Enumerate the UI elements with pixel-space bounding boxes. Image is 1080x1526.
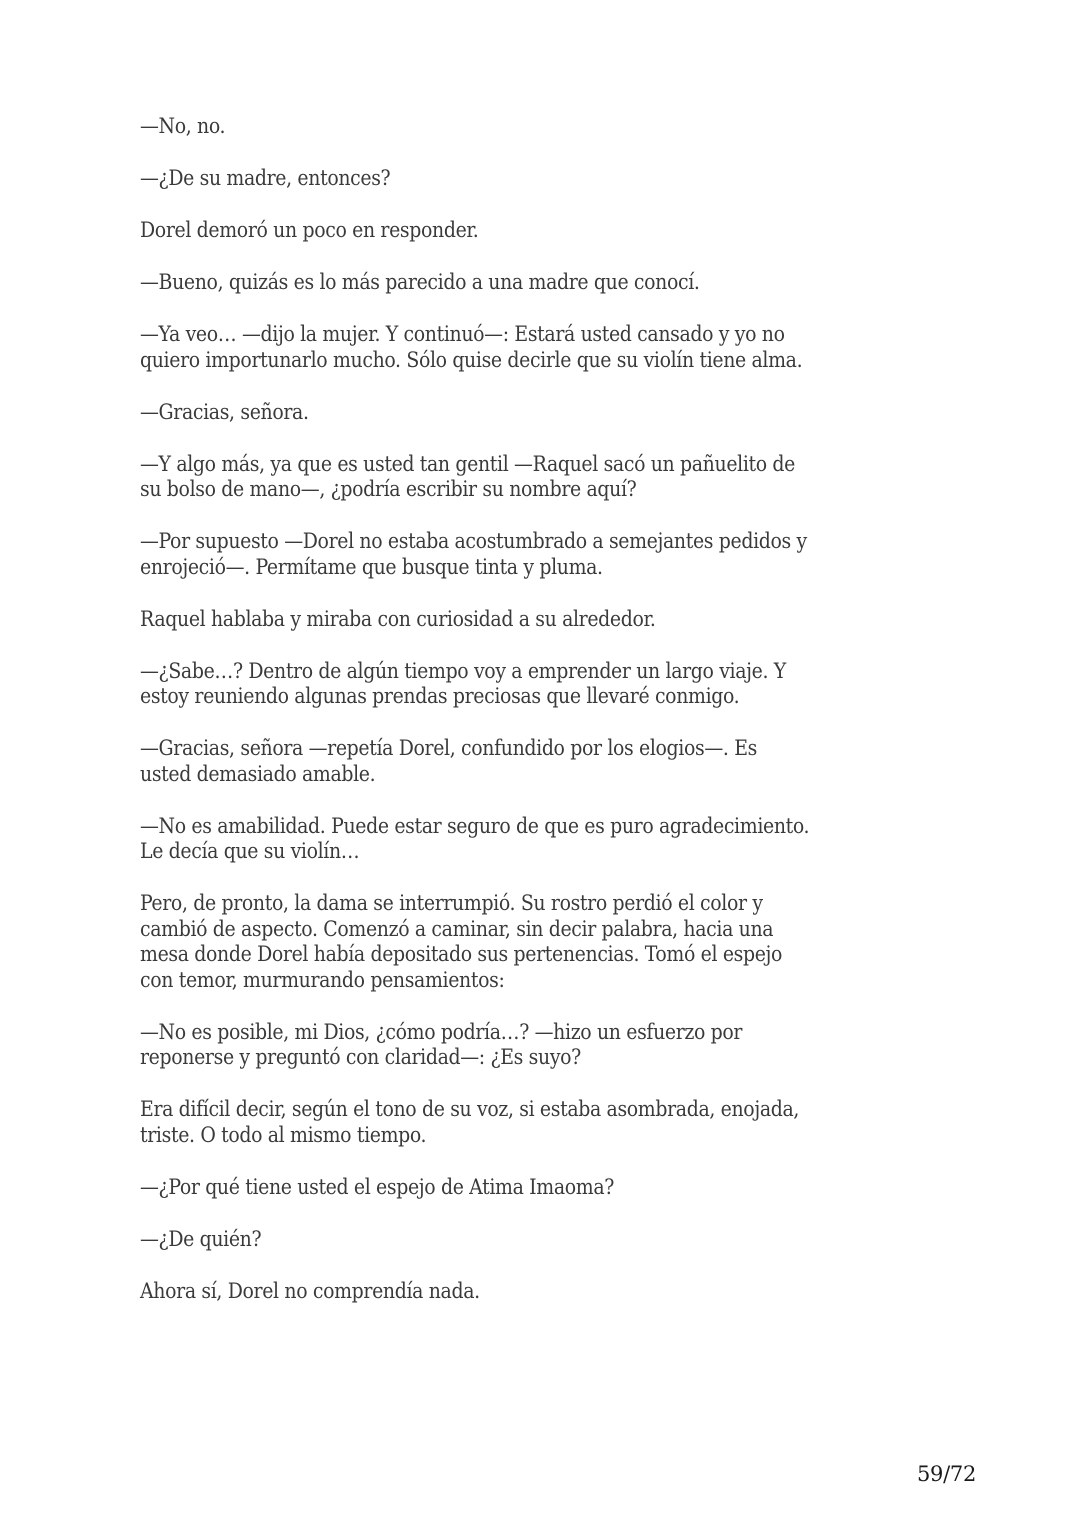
document-body [140,114,940,1331]
text-line: enrojeció—. Permítame que busque tinta y pluma. [140,554,603,579]
paragraph [140,1020,940,1071]
text-line: —¿De su madre, entonces? [140,166,391,190]
paragraph [140,607,940,633]
paragraph [140,891,940,993]
text-line: su bolso de mano—, ¿podría escribir su nombre aquí? [140,477,637,501]
paragraph [140,166,940,192]
text-line: —Gracias, señora —repetía Dorel, confundido por los elogios—. Es [140,736,757,760]
text-line: —No es amabilidad. Puede estar seguro de que es puro agradecimiento. [140,813,810,838]
text-line: cambió de aspecto. Comenzó a caminar, sin decir palabra, hacia una [140,916,774,941]
paragraph [140,814,940,865]
paragraph [140,218,940,244]
paragraph [140,1227,940,1253]
paragraph [140,452,940,503]
text-line: Raquel hablaba y miraba con curiosidad a su alrededor. [140,606,656,631]
paragraph [140,529,940,580]
paragraph [140,736,940,787]
paragraph [140,1279,940,1305]
paragraph [140,114,940,140]
text-line: —¿De quién? [140,1226,262,1251]
text-line: triste. O todo al mismo tiempo. [140,1122,427,1147]
paragraph [140,400,940,426]
text-line: Le decía que su violín… [140,839,360,863]
text-line: Ahora sí, Dorel no comprendía nada. [140,1278,480,1303]
paragraph [140,270,940,296]
paragraph [140,1097,940,1148]
text-line: —Por supuesto —Dorel no estaba acostumbrado a semejantes pedidos y [140,529,807,553]
text-line: —¿Por qué tiene usted el espejo de Atima Imaoma? [140,1174,615,1199]
text-line: —No es posible, mi Dios, ¿cómo podría…? —hizo un esfuerzo por [140,1019,743,1044]
paragraph [140,322,940,373]
text-line: estoy reuniendo algunas prendas preciosas que llevaré conmigo. [140,684,740,708]
text-line: —No, no. [140,114,226,138]
text-line: Dorel demoró un poco en responder. [140,218,479,242]
text-line: reponerse y preguntó con claridad—: ¿Es suyo? [140,1045,581,1069]
text-line: Pero, de pronto, la dama se interrumpió. Su rostro perdió el color y [140,891,763,915]
page-number: 59/72 [917,1462,977,1486]
text-line: —Bueno, quizás es lo más parecido a una madre que conocí. [140,270,700,294]
text-line: —¿Sabe…? Dentro de algún tiempo voy a emprender un largo viaje. Y [140,658,786,683]
paragraph [140,659,940,710]
text-line: usted demasiado amable. [140,761,376,786]
text-line: mesa donde Dorel había depositado sus pertenencias. Tomó el espejo [140,942,783,966]
text-line: —Ya veo… —dijo la mujer. Y continuó—: Estará usted cansado y yo no [140,322,785,346]
text-line: con temor, murmurando pensamientos: [140,967,505,992]
text-line: —Gracias, señora. [140,399,309,424]
paragraph [140,1175,940,1201]
text-line: quiero importunarlo mucho. Sólo quise decirle que su violín tiene alma. [140,347,803,372]
text-line: —Y algo más, ya que es usted tan gentil —Raquel sacó un pañuelito de [140,451,795,476]
text-line: Era difícil decir, según el tono de su voz, si estaba asombrada, enojada, [140,1097,800,1121]
